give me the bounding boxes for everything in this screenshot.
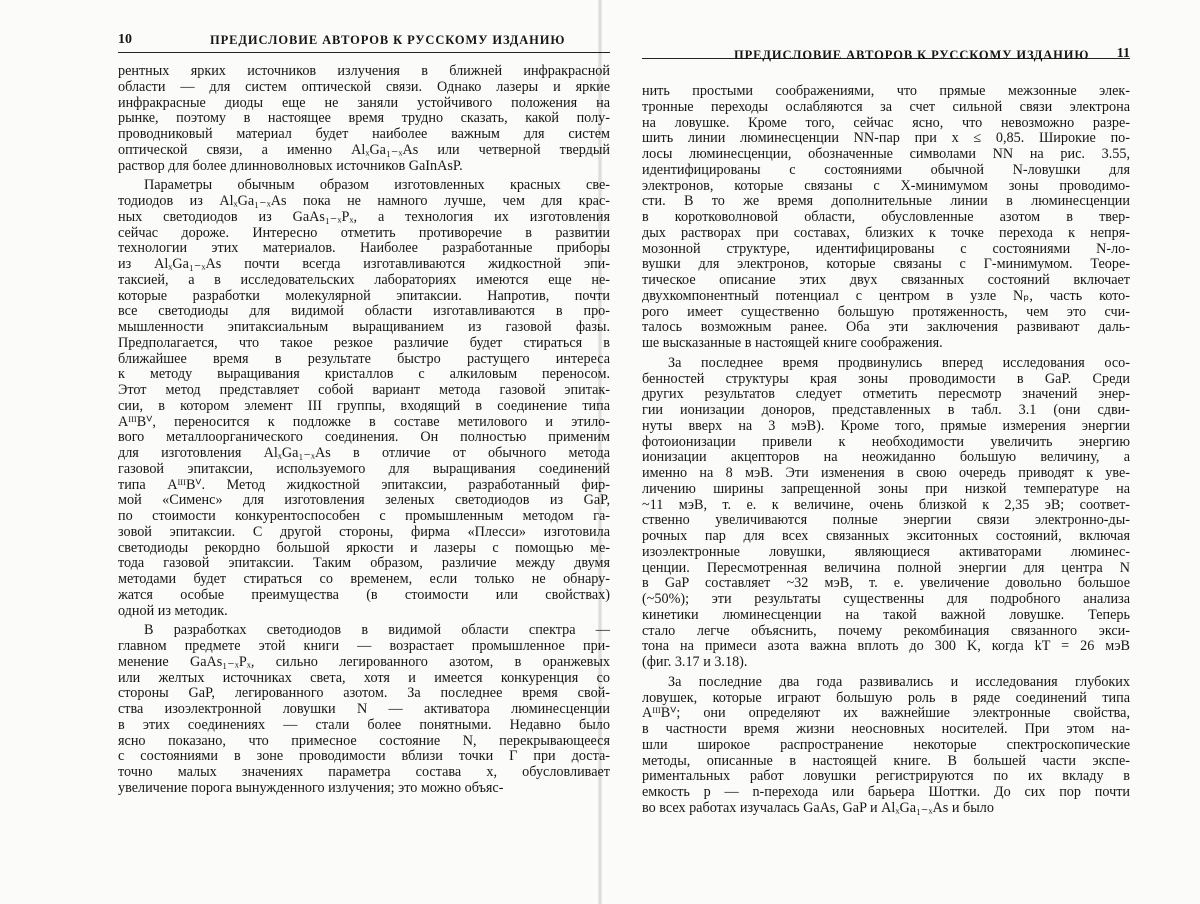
text-line: двухкомпонентный потенциал с центром в узле Nₚ, часть кото- — [642, 288, 1130, 304]
text-line: риментальных работ ловушки регистрируются по их вкладу в — [642, 769, 1130, 785]
right-page — [642, 0, 1130, 904]
text-line: рынке, поэтому в настоящее время трудно сказать, какой полу- — [118, 111, 610, 127]
text-line: в GaP составляет ~32 мэВ, т. е. увеличение довольно большое — [642, 576, 1130, 592]
text-line: AᴵᴵᴵBⱽ, переносится к подложке в составе метилового и этило- — [118, 414, 610, 430]
text-line: тона на примеси азота важна вплоть до 300 K, когда kT = 26 мэВ — [642, 639, 1130, 655]
text-line: (~50%); эти результаты существенны для подробного анализа — [642, 592, 1130, 607]
left-page-number: 10 — [118, 32, 132, 47]
text-line: Параметры обычным образом изготовленных красных све- — [144, 178, 610, 194]
text-line: других результатов следует отметить пересмотр значений энер- — [642, 387, 1130, 403]
text-line: ственно увеличиваются полные энергии связи электронно-ды- — [642, 513, 1130, 529]
text-line: вушки для электронов, которые связаны с Γ-минимумом. Теоре- — [642, 257, 1130, 273]
text-line: типа AᴵᴵᴵBⱽ. Метод жидкостной эпитаксии, разработанный фир- — [118, 477, 610, 493]
paragraph — [642, 84, 1130, 352]
text-line: емкость p — n-перехода или барьера Шоттки. До сих пор почти — [642, 785, 1130, 800]
text-line: точно малых значениях параметра состава x, обусловливает — [118, 765, 610, 780]
text-line: ближайшее время в результате быстро растущего интереса — [118, 351, 610, 367]
text-line: главном предмете этой книги — возрастает промышленное при- — [118, 639, 610, 654]
text-line: Предполагается, что такое резкое различие будет стираться в — [118, 335, 610, 351]
text-line: фотоионизации привели к необходимости увеличить энергию — [642, 434, 1130, 450]
text-line: технологии этих материалов. Наиболее разработанные приборы — [118, 241, 610, 257]
paragraph — [118, 64, 610, 174]
text-line: во всех работах изучалась GaAs, GaP и AlₓGa₁₋ₓAs и было — [642, 800, 994, 816]
text-line: для изготовления AlₓGa₁₋ₓAs в отличие от обычного метода — [118, 446, 610, 461]
text-line: (фиг. 3.17 и 3.18). — [642, 655, 748, 670]
text-line: с состояниями в зоне проводимости вблизи точки Γ при доста- — [118, 749, 610, 765]
text-line: тронные переходы ослабляются за счет сильной связи электрона — [642, 99, 1130, 115]
text-line: рого имеет существенно большую протяженность, чем это счи- — [642, 304, 1130, 320]
text-line: раствор для более длинноволновых источников GaInAsP. — [118, 158, 463, 174]
text-line: области — для систем оптической связи. Однако лазеры и яркие — [118, 79, 610, 95]
text-line: нить простыми соображениями, что прямые межзонные элек- — [642, 84, 1130, 99]
text-line: тода газовой эпитаксии. Таким образом, различие между двумя — [118, 556, 610, 572]
text-line: Этот метод представляет собой вариант метода газовой эпитак- — [118, 383, 610, 398]
text-line: увеличение порога вынужденного излучения; это можно объяс- — [118, 780, 504, 796]
text-line: оптической связи, а именно AlₓGa₁₋ₓAs или четверной твердый — [118, 142, 610, 158]
text-line: мой «Сименс» для изготовления зеленых светодиодов из GaP, — [118, 493, 610, 509]
text-line: таксией, а в исследовательских лабораториях имеются еще не- — [118, 272, 610, 288]
text-line: в этих соединениях — стали более понятными. Недавно было — [118, 717, 610, 733]
text-line: вого металлоорганического соединения. Он полностью применим — [118, 430, 610, 446]
right-running-head-title: ПРЕДИСЛОВИЕ АВТОРОВ К РУССКОМУ ИЗДАНИЮ — [734, 48, 1090, 62]
paragraph — [642, 356, 1130, 671]
text-line: ства изоэлектронной ловушки N — активатора люминесценции — [118, 702, 610, 717]
text-line: зовой эпитаксии. С другой стороны, фирма «Плесси» изготовила — [118, 524, 610, 540]
text-line: стороны GaP, легированного азотом. За последнее время свой- — [118, 686, 610, 702]
text-line: рочных пар для всех связанных экситонных состояний, включая — [642, 529, 1130, 544]
right-page-number: 11 — [1116, 46, 1130, 61]
left-page-body — [118, 64, 610, 797]
text-line: именно на 8 мэВ. Эти изменения в свою очередь приводят к уве- — [642, 466, 1130, 481]
text-line: стало легче объяснить, почему рекомбинация связанного экси- — [642, 623, 1130, 639]
text-line: В разработках светодиодов в видимой области спектра — — [144, 623, 610, 639]
text-line: рентных ярких источников излучения в ближней инфракрасной — [118, 64, 610, 79]
text-line: все светодиоды для видимой области изготавливаются в про- — [118, 304, 610, 320]
text-line: бенностей структуры края зоны проводимости в GaP. Среди — [642, 371, 1130, 387]
text-line: одной из методик. — [118, 603, 228, 619]
text-line: ше высказанные в настоящей книге соображения. — [642, 336, 943, 351]
text-line: За последнее время продвинулись вперед исследования осо- — [668, 355, 1130, 371]
text-line: сти. В то же время дополнительные линии в люминесценции — [642, 194, 1130, 210]
text-line: которые разработки молекулярной эпитаксии. Напротив, почти — [118, 288, 610, 304]
paragraph — [118, 623, 610, 796]
text-line: или желтых источниках света, хотя и имеется конкуренция со — [118, 670, 610, 686]
text-line: личению ширины запрещенной зоны при низкой температуре на — [642, 481, 1130, 497]
text-line: к методу выращивания кристаллов с алкиловым переносом. — [118, 367, 610, 383]
text-line: дых растворах при составах, близких к точке перехода к непря- — [642, 225, 1130, 241]
text-line: по стоимости конкурентоспособен с промышленным методом га- — [118, 509, 610, 524]
text-line: газовой эпитаксии, используемого для выращивания соединений — [118, 461, 610, 477]
text-line: на ловушке. Кроме того, сейчас ясно, что невозможно разре- — [642, 115, 1130, 131]
text-line: мышленности эпитаксиальным выращиванием из газовой фазы. — [118, 320, 610, 335]
text-line: AᴵᴵᴵBⱽ; они определяют их важнейшие электронные свойства, — [642, 706, 1130, 722]
text-line: менение GaAs₁₋ₓPₓ, сильно легированного азотом, в оранжевых — [118, 654, 610, 670]
text-line: изоэлектронные ловушки, являющиеся активаторами люминес- — [642, 544, 1130, 560]
text-line: методы, описанные в настоящей книге. В большей части экспе- — [642, 753, 1130, 769]
text-line: ловушек, которые играют большую роль в ряде соединений типа — [642, 690, 1130, 706]
right-page-body — [642, 84, 1130, 817]
text-line: проводниковый материал будет наиболее важным для систем — [118, 127, 610, 142]
text-line: За последние два года развивались и исследования глубоких — [668, 674, 1130, 690]
text-line: ясно показано, что примесное состояние N, перекрывающееся — [118, 733, 610, 749]
text-line: гии ионизации доноров, представленных в табл. 3.1 (они сдви- — [642, 403, 1130, 418]
text-line: шли широкое распространение некоторые спектроскопические — [642, 737, 1130, 753]
left-running-head — [118, 30, 610, 53]
text-line: кинетики люминесценции на такой важной ловушке. Теперь — [642, 607, 1130, 623]
text-line: талось возможным ранее. Оба эти заключения развивают даль- — [642, 320, 1130, 336]
text-line: в частности время жизни неосновных носителей. При этом на- — [642, 722, 1130, 737]
text-line: жатся особые преимущества (в стоимости или свойствах) — [118, 587, 610, 603]
text-line: мозонной структуре, идентифицированы с состояниями N-ло- — [642, 241, 1130, 257]
text-line: ~11 мэВ, т. е. к величине, очень близкой к 2,35 эВ; соответ- — [642, 497, 1130, 513]
left-running-head-title: ПРЕДИСЛОВИЕ АВТОРОВ К РУССКОМУ ИЗДАНИЮ — [210, 33, 566, 47]
paragraph — [118, 178, 610, 619]
text-line: лосы люминесценции, обозначенные символами NN на рис. 3.55, — [642, 147, 1130, 162]
text-line: инфракрасные диоды еще не заняли устойчивого положения на — [118, 95, 610, 111]
text-line: идентифицированы с состояниями обычной N-ловушки для — [642, 162, 1130, 178]
text-line: шить линии люминесценции NN-пар при x ≤ 0,85. Широкие по- — [642, 131, 1130, 147]
text-line: из AlₓGa₁₋ₓAs почти всегда изготавливаются жидкостной эпи- — [118, 257, 610, 272]
text-line: тодиодов из AlₓGa₁₋ₓAs пока не намного лучше, чем для крас- — [118, 194, 610, 209]
right-running-head — [642, 38, 1130, 62]
text-line: сейчас дороже. Интересно отметить противоречие в развитии — [118, 225, 610, 241]
paragraph — [642, 675, 1130, 817]
left-page — [118, 0, 610, 904]
text-line: тическое описание этих двух связанных состояний включает — [642, 273, 1130, 288]
text-line: светодиоды рекордно большой яркости и лазеры с помощью ме- — [118, 540, 610, 556]
text-line: ных светодиодов из GaAs₁₋ₓPₓ, а технология их изготовления — [118, 209, 610, 225]
text-line: в коротковолновой области, обусловленные азотом в твер- — [642, 210, 1130, 225]
text-line: методами будет стираться со временем, если только не обнару- — [118, 572, 610, 587]
text-line: электронов, которые связаны с X-минимумом зоны проводимо- — [642, 178, 1130, 194]
text-line: сии, в котором элемент III группы, входящий в соединение типа — [118, 398, 610, 414]
text-line: ценции. Пересмотренная величина полной энергии для центра N — [642, 560, 1130, 576]
text-line: ионизации акцепторов на неожиданно большую величину, а — [642, 450, 1130, 466]
text-line: нуты вверх на 3 мэВ). Кроме того, прямые измерения энергии — [642, 418, 1130, 434]
